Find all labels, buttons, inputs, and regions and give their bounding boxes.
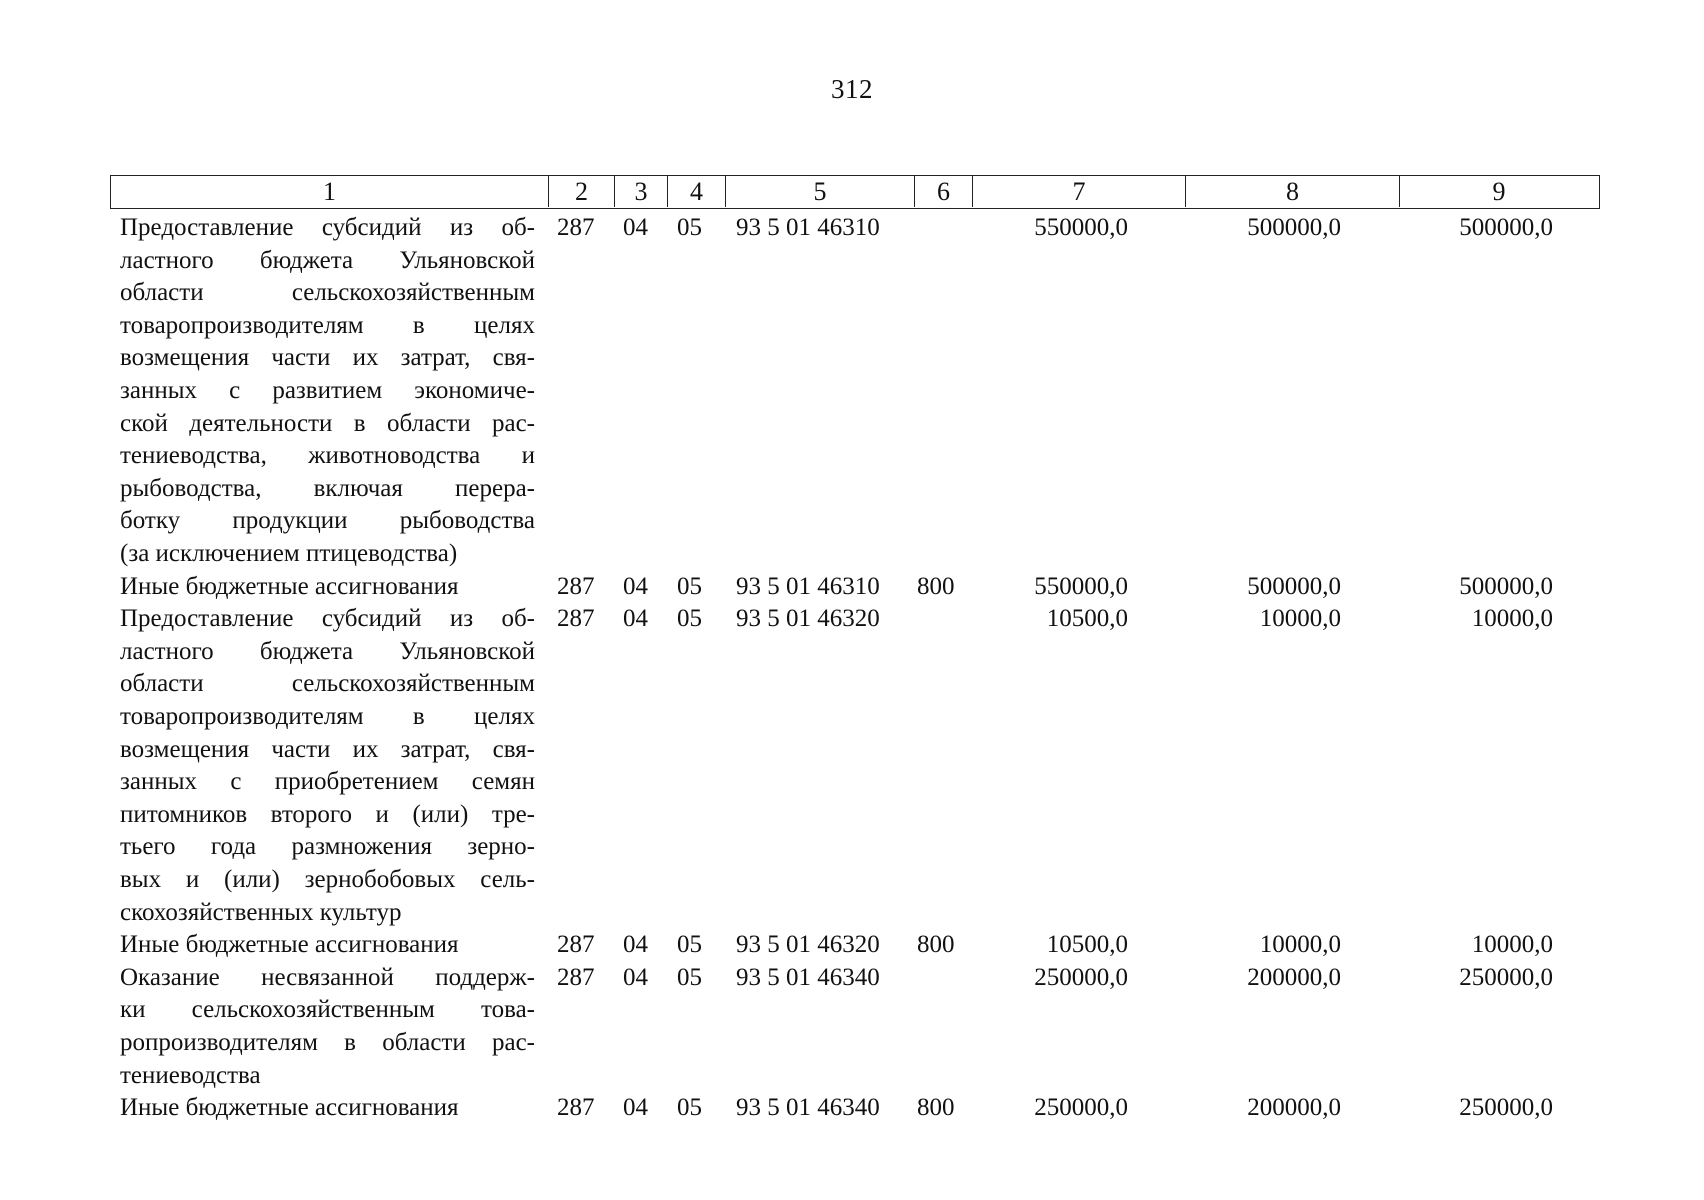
cell-c8: 10000,0: [1259, 931, 1341, 959]
header-cell-4: 4: [667, 176, 725, 207]
header-cell-6: 6: [914, 176, 972, 207]
cell-c2: 287: [557, 963, 595, 991]
description-line: ботку продукции рыбоводства: [120, 507, 535, 535]
description-line: ластного бюджета Ульяновской: [120, 637, 535, 665]
cell-c3: 04: [623, 214, 648, 241]
cell-c5: 93 5 01 46340: [736, 963, 880, 991]
description-line: товаропроизводителям в целях: [120, 702, 535, 730]
page-number: 312: [831, 74, 873, 104]
cell-c8: 500000,0: [1247, 572, 1341, 600]
description-line: занных с приобретением семян: [120, 768, 535, 796]
header-cell-7: 7: [972, 176, 1185, 207]
cell-c4: 05: [677, 963, 702, 991]
cell-c6: 800: [917, 572, 955, 600]
cell-c9: 250000,0: [1459, 963, 1553, 991]
cell-c4: 05: [677, 214, 702, 241]
cell-c5: 93 5 01 46310: [736, 214, 880, 241]
cell-c5: 93 5 01 46320: [736, 931, 880, 959]
description-line: тьего года размножения зерно-: [120, 833, 535, 861]
description-line: вых и (или) зернобобовых сель-: [120, 865, 535, 893]
cell-c8: 200000,0: [1247, 1094, 1341, 1122]
cell-c3: 04: [623, 963, 648, 991]
description-line: питомников второго и (или) тре-: [120, 800, 535, 828]
cell-c9: 10000,0: [1471, 605, 1553, 633]
description-line: Иные бюджетные ассигнования: [120, 572, 459, 600]
description-line: возмещения части их затрат, свя-: [120, 344, 535, 372]
cell-c4: 05: [677, 931, 702, 959]
cell-c8: 200000,0: [1247, 963, 1341, 991]
cell-c4: 05: [677, 605, 702, 633]
cell-c9: 500000,0: [1459, 572, 1553, 600]
cell-c7: 250000,0: [1034, 963, 1128, 991]
header-cell-2: 2: [548, 176, 614, 207]
row-description: [120, 571, 535, 604]
cell-c7: 10500,0: [1046, 605, 1128, 633]
table-row: [0, 603, 1704, 929]
table-row: [0, 929, 1704, 962]
cell-c2: 287: [557, 931, 595, 959]
description-line: Иные бюджетные ассигнования: [120, 931, 459, 959]
row-description: [120, 1092, 535, 1125]
cell-c5: 93 5 01 46320: [736, 605, 880, 633]
cell-c4: 05: [677, 1094, 702, 1122]
cell-c3: 04: [623, 605, 648, 633]
cell-c6: 800: [917, 1094, 955, 1122]
cell-c3: 04: [623, 931, 648, 959]
cell-c7: 250000,0: [1034, 1094, 1128, 1122]
description-line: тениеводства: [120, 1061, 261, 1089]
description-line: Предоставление субсидий из об-: [120, 605, 535, 633]
description-line: области сельскохозяйственным: [120, 279, 535, 307]
cell-c2: 287: [557, 605, 595, 633]
cell-c7: 550000,0: [1034, 572, 1128, 600]
row-description: [120, 603, 535, 929]
cell-c2: 287: [557, 1094, 595, 1122]
table-row: [0, 1092, 1704, 1125]
header-cell-3: 3: [614, 176, 667, 207]
cell-c2: 287: [557, 214, 595, 241]
description-line: ки сельскохозяйственным това-: [120, 996, 535, 1024]
row-description: [120, 962, 535, 1092]
description-line: ской деятельности в области рас-: [120, 409, 535, 437]
cell-c8: 10000,0: [1259, 605, 1341, 633]
description-line: занных с развитием экономиче-: [120, 376, 535, 404]
table-header: [110, 175, 1600, 209]
description-line: товаропроизводителям в целях: [120, 311, 535, 339]
description-line: скохозяйственных культур: [120, 898, 402, 926]
cell-c2: 287: [557, 572, 595, 600]
description-line: ропроизводителям в области рас-: [120, 1028, 535, 1056]
description-line: Оказание несвязанной поддерж-: [120, 963, 535, 991]
header-cell-8: 8: [1185, 176, 1399, 207]
cell-c9: 500000,0: [1459, 214, 1553, 241]
header-cell-1: 1: [323, 177, 336, 206]
description-line: возмещения части их затрат, свя-: [120, 735, 535, 763]
description-line: рыбоводства, включая перера-: [120, 474, 535, 502]
description-line: ластного бюджета Ульяновской: [120, 246, 535, 274]
description-line: области сельскохозяйственным: [120, 670, 535, 698]
cell-c5: 93 5 01 46340: [736, 1094, 880, 1122]
cell-c7: 550000,0: [1034, 214, 1128, 241]
table-row: [0, 571, 1704, 604]
cell-c7: 10500,0: [1046, 931, 1128, 959]
table-body: [0, 212, 1704, 1125]
table-row: [0, 962, 1704, 1092]
description-line: тениеводства, животноводства и: [120, 442, 535, 470]
header-cell-5: 5: [725, 176, 914, 207]
description-line: (за исключением птицеводства): [120, 539, 458, 567]
table-row: [0, 212, 1704, 571]
row-description: [120, 929, 535, 962]
cell-c3: 04: [623, 1094, 648, 1122]
cell-c5: 93 5 01 46310: [736, 572, 880, 600]
cell-c3: 04: [623, 572, 648, 600]
description-line: Предоставление субсидий из об-: [120, 214, 535, 241]
cell-c4: 05: [677, 572, 702, 600]
cell-c9: 10000,0: [1471, 931, 1553, 959]
header-cell-9: 9: [1399, 176, 1598, 207]
cell-c8: 500000,0: [1247, 214, 1341, 241]
row-description: [120, 212, 535, 571]
description-line: Иные бюджетные ассигнования: [120, 1094, 459, 1122]
cell-c9: 250000,0: [1459, 1094, 1553, 1122]
cell-c6: 800: [917, 931, 955, 959]
